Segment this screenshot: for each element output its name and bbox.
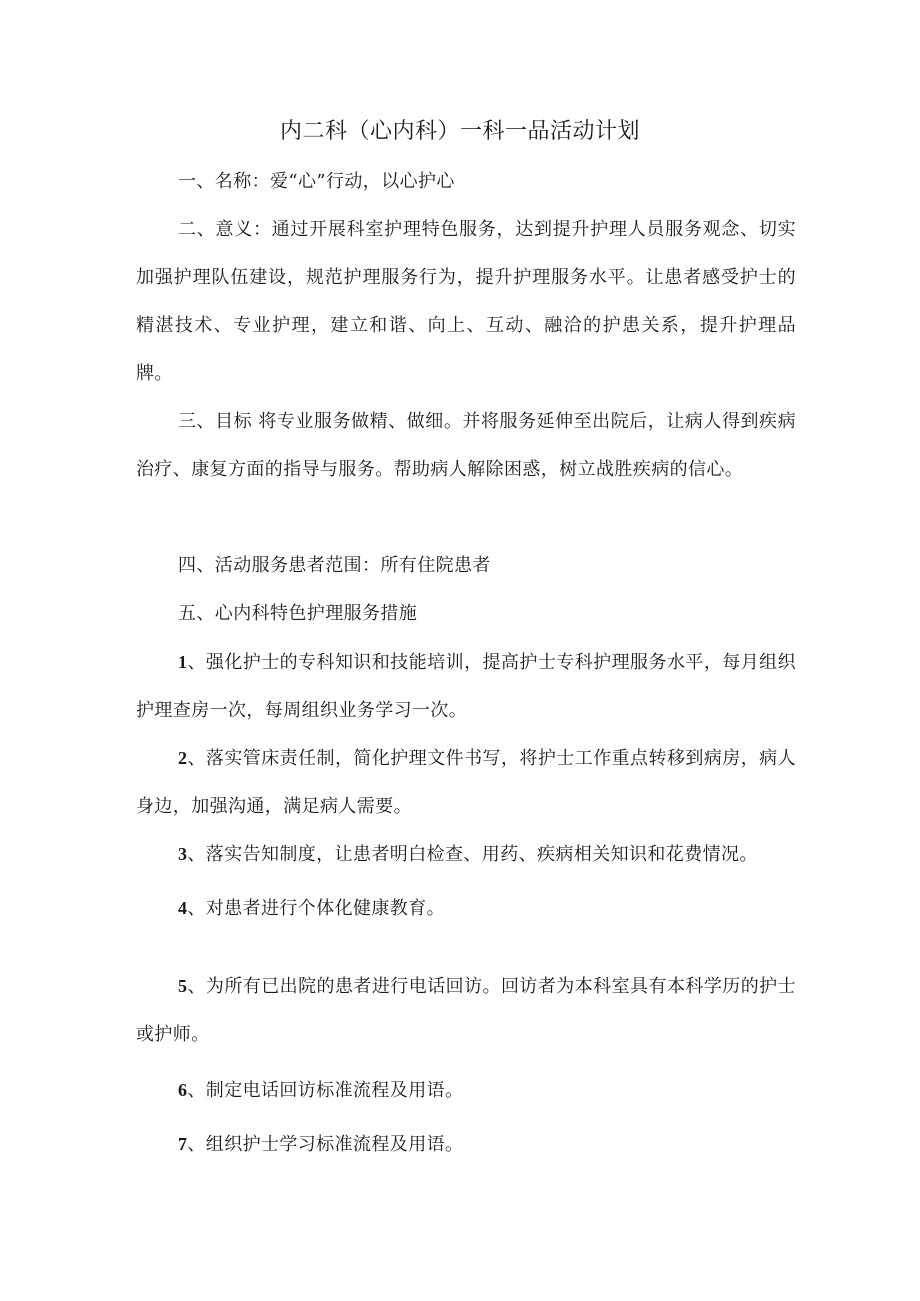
section-goal <box>136 398 796 494</box>
measure-number: 7 <box>178 1134 188 1154</box>
measure-item <box>136 884 796 933</box>
measure-number: 5 <box>178 976 188 996</box>
measure-text: 、组织护士学习标准流程及用语。 <box>187 1134 464 1155</box>
measure-text: 、为所有已出院的患者进行电话回访。回访者为本科室具有本科学历的护士或护师。 <box>136 976 796 1045</box>
measure-text: 、制定电话回访标准流程及用语。 <box>187 1080 464 1101</box>
measure-number: 3 <box>178 844 188 864</box>
measure-item <box>136 1120 796 1169</box>
measure-text: 、落实管床责任制，简化护理文件书写，将护士工作重点转移到病房，病人身边，加强沟通，满足病人需要。 <box>136 748 796 817</box>
measure-item <box>136 1066 796 1115</box>
section-meaning <box>136 206 796 398</box>
section-measures-heading <box>136 590 796 638</box>
section-scope-text: 四、活动服务患者范围：所有住院患者 <box>178 555 491 576</box>
section-meaning-text: 二、意义：通过开展科室护理特色服务，达到提升护理人员服务观念、切实加强护理队伍建设，规范护理服务行为，提升护理服务水平。让患者感受护士的精湛技术、专业护理，建立和谐、向上、互动、融洽的护患关系，提升护理品牌。 <box>136 219 796 384</box>
measure-number: 2 <box>178 748 188 768</box>
document-title: 内二科（心内科）一科一品活动计划 <box>279 119 640 144</box>
measure-number: 6 <box>178 1080 188 1100</box>
section-measures-heading-text: 五、心内科特色护理服务措施 <box>178 603 418 624</box>
measure-item <box>136 830 796 879</box>
measure-text: 、对患者进行个体化健康教育。 <box>187 898 446 919</box>
measure-number: 1 <box>178 652 188 672</box>
measure-item <box>136 638 796 735</box>
measure-number: 4 <box>178 898 188 918</box>
section-goal-text: 三、目标 将专业服务做精、做细。并将服务延伸至出院后，让病人得到疾病治疗、康复方面的指导与服务。帮助病人解除困惑，树立战胜疾病的信心。 <box>136 411 796 480</box>
measure-item <box>136 734 796 831</box>
measure-item <box>136 962 796 1059</box>
measure-text: 、强化护士的专科知识和技能培训，提高护士专科护理服务水平，每月组织护理查房一次，每周组织业务学习一次。 <box>136 652 796 721</box>
section-name <box>136 158 796 206</box>
section-scope <box>136 542 796 590</box>
measure-text: 、落实告知制度，让患者明白检查、用药、疾病相关知识和花费情况。 <box>187 844 758 865</box>
section-name-text: 一、名称：爱“心”行动，以心护心 <box>178 171 455 192</box>
